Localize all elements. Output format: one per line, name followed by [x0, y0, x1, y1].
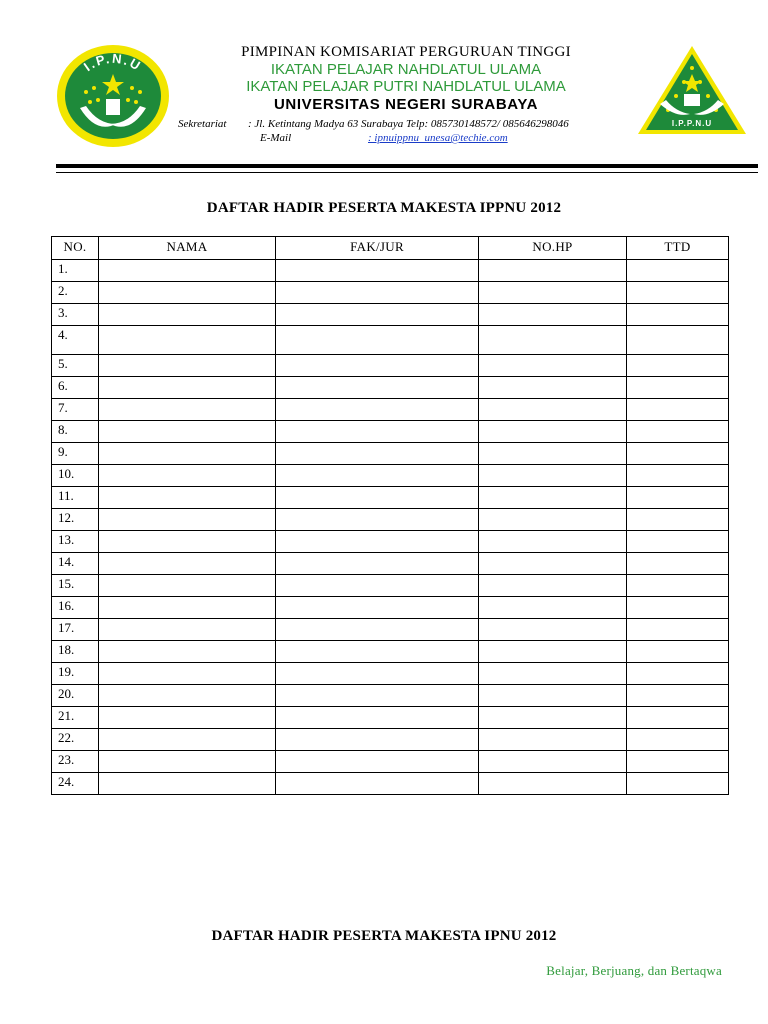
- ttd-cell[interactable]: [627, 663, 729, 685]
- fak-jur-cell[interactable]: [276, 326, 479, 355]
- table-row: [52, 553, 729, 575]
- row-number: 23.: [52, 751, 99, 773]
- row-number: 15.: [52, 575, 99, 597]
- nama-cell[interactable]: [99, 663, 276, 685]
- table-row: [52, 399, 729, 421]
- table-row: [52, 575, 729, 597]
- table-row: [52, 509, 729, 531]
- row-number: 3.: [52, 304, 99, 326]
- ttd-cell[interactable]: [627, 773, 729, 795]
- nama-cell[interactable]: [99, 399, 276, 421]
- table-row: [52, 304, 729, 326]
- ttd-cell[interactable]: [627, 465, 729, 487]
- no-hp-cell[interactable]: [479, 553, 627, 575]
- document-title-ipnu: DAFTAR HADIR PESERTA MAKESTA IPNU 2012: [211, 928, 557, 944]
- table-row: [52, 663, 729, 685]
- ttd-cell[interactable]: [627, 707, 729, 729]
- ttd-cell[interactable]: [627, 751, 729, 773]
- nama-cell[interactable]: [99, 685, 276, 707]
- nama-cell[interactable]: [99, 443, 276, 465]
- letterhead-contact: [178, 117, 569, 145]
- row-number: 5.: [52, 355, 99, 377]
- ttd-cell[interactable]: [627, 553, 729, 575]
- ttd-cell[interactable]: [627, 443, 729, 465]
- table-row: [52, 619, 729, 641]
- fak-jur-cell[interactable]: [276, 282, 479, 304]
- no-hp-cell[interactable]: [479, 685, 627, 707]
- row-number: 7.: [52, 399, 99, 421]
- table-row: [52, 707, 729, 729]
- no-hp-cell[interactable]: [479, 729, 627, 751]
- email-label: E-Mail: [260, 132, 292, 144]
- secretariat-address: : Jl. Ketintang Madya 63 Surabaya Telp: 085730148572/ 085646298046: [248, 118, 569, 130]
- ttd-cell[interactable]: [627, 377, 729, 399]
- table-row: [52, 773, 729, 795]
- table-row: [52, 641, 729, 663]
- fak-jur-cell[interactable]: [276, 260, 479, 282]
- no-hp-cell[interactable]: [479, 509, 627, 531]
- nama-cell[interactable]: [99, 260, 276, 282]
- no-hp-cell[interactable]: [479, 260, 627, 282]
- no-hp-cell[interactable]: [479, 575, 627, 597]
- table-row: [52, 487, 729, 509]
- no-hp-cell[interactable]: [479, 707, 627, 729]
- fak-jur-cell[interactable]: [276, 619, 479, 641]
- nama-cell[interactable]: [99, 421, 276, 443]
- table-row: [52, 421, 729, 443]
- no-hp-cell[interactable]: [479, 282, 627, 304]
- row-number: 20.: [52, 685, 99, 707]
- table-row: [52, 531, 729, 553]
- ttd-cell[interactable]: [627, 421, 729, 443]
- fak-jur-cell[interactable]: [276, 575, 479, 597]
- nama-cell[interactable]: [99, 773, 276, 795]
- ttd-cell[interactable]: [627, 304, 729, 326]
- email-link[interactable]: : ipnuippnu_unesa@techie.com: [368, 132, 508, 144]
- no-hp-cell[interactable]: [479, 773, 627, 795]
- ttd-cell[interactable]: [627, 531, 729, 553]
- nama-cell[interactable]: [99, 707, 276, 729]
- table-row: [52, 465, 729, 487]
- no-hp-cell[interactable]: [479, 597, 627, 619]
- fak-jur-cell[interactable]: [276, 553, 479, 575]
- ttd-cell[interactable]: [627, 509, 729, 531]
- nama-cell[interactable]: [99, 304, 276, 326]
- no-hp-cell[interactable]: [479, 487, 627, 509]
- row-number: 19.: [52, 663, 99, 685]
- fak-jur-cell[interactable]: [276, 487, 479, 509]
- row-number: 18.: [52, 641, 99, 663]
- nama-cell[interactable]: [99, 487, 276, 509]
- no-hp-cell[interactable]: [479, 326, 627, 355]
- attendance-table: [51, 236, 729, 795]
- nama-cell[interactable]: [99, 282, 276, 304]
- letterhead: [176, 44, 636, 114]
- ttd-cell[interactable]: [627, 282, 729, 304]
- no-hp-cell[interactable]: [479, 619, 627, 641]
- row-number: 21.: [52, 707, 99, 729]
- row-number: 8.: [52, 421, 99, 443]
- no-hp-cell[interactable]: [479, 421, 627, 443]
- fak-jur-cell[interactable]: [276, 729, 479, 751]
- nama-cell[interactable]: [99, 355, 276, 377]
- table-row: [52, 751, 729, 773]
- nama-cell[interactable]: [99, 597, 276, 619]
- col-header-no-hp: NO.HP: [479, 237, 627, 260]
- ttd-cell[interactable]: [627, 326, 729, 355]
- table-row: [52, 597, 729, 619]
- no-hp-cell[interactable]: [479, 304, 627, 326]
- table-row: [52, 355, 729, 377]
- nama-cell[interactable]: [99, 465, 276, 487]
- ttd-cell[interactable]: [627, 399, 729, 421]
- fak-jur-cell[interactable]: [276, 465, 479, 487]
- nama-cell[interactable]: [99, 641, 276, 663]
- fak-jur-cell[interactable]: [276, 773, 479, 795]
- no-hp-cell[interactable]: [479, 751, 627, 773]
- fak-jur-cell[interactable]: [276, 685, 479, 707]
- ttd-cell[interactable]: [627, 597, 729, 619]
- fak-jur-cell[interactable]: [276, 663, 479, 685]
- col-header-no: NO.: [52, 237, 99, 260]
- fak-jur-cell[interactable]: [276, 304, 479, 326]
- nama-cell[interactable]: [99, 553, 276, 575]
- letterhead-org-level: PIMPINAN KOMISARIAT PERGURUAN TINGGI: [241, 44, 571, 60]
- row-number: 6.: [52, 377, 99, 399]
- table-row: [52, 260, 729, 282]
- table-row: [52, 443, 729, 465]
- fak-jur-cell[interactable]: [276, 399, 479, 421]
- no-hp-cell[interactable]: [479, 663, 627, 685]
- row-number: 22.: [52, 729, 99, 751]
- letterhead-university: UNIVERSITAS NEGERI SURABAYA: [273, 96, 539, 113]
- ttd-cell[interactable]: [627, 575, 729, 597]
- fak-jur-cell[interactable]: [276, 707, 479, 729]
- nama-cell[interactable]: [99, 509, 276, 531]
- table-row: [52, 685, 729, 707]
- row-number: 24.: [52, 773, 99, 795]
- table-header-row: [52, 237, 729, 260]
- fak-jur-cell[interactable]: [276, 641, 479, 663]
- ipnu-logo: [56, 44, 170, 148]
- secretariat-label: Sekretariat: [178, 118, 227, 130]
- table-row: [52, 729, 729, 751]
- ttd-cell[interactable]: [627, 641, 729, 663]
- footer-motto: Belajar, Berjuang, dan Bertaqwa: [546, 963, 722, 978]
- nama-cell[interactable]: [99, 326, 276, 355]
- ttd-cell[interactable]: [627, 685, 729, 707]
- nama-cell[interactable]: [99, 377, 276, 399]
- ttd-cell[interactable]: [627, 729, 729, 751]
- fak-jur-cell[interactable]: [276, 355, 479, 377]
- col-header-fak-jur: FAK/JUR: [276, 237, 479, 260]
- no-hp-cell[interactable]: [479, 377, 627, 399]
- table-row: [52, 282, 729, 304]
- ttd-cell[interactable]: [627, 355, 729, 377]
- row-number: 13.: [52, 531, 99, 553]
- header-rule-thick: [56, 164, 758, 168]
- table-row: [52, 377, 729, 399]
- no-hp-cell[interactable]: [479, 399, 627, 421]
- fak-jur-cell[interactable]: [276, 443, 479, 465]
- nama-cell[interactable]: [99, 575, 276, 597]
- col-header-ttd: TTD: [627, 237, 729, 260]
- row-number: 2.: [52, 282, 99, 304]
- ippnu-logo-text: I.P.P.N.U: [671, 119, 713, 128]
- letterhead-ippnu: IKATAN PELAJAR PUTRI NAHDLATUL ULAMA: [246, 78, 566, 95]
- row-number: 17.: [52, 619, 99, 641]
- row-number: 11.: [52, 487, 99, 509]
- no-hp-cell[interactable]: [479, 531, 627, 553]
- fak-jur-cell[interactable]: [276, 751, 479, 773]
- row-number: 16.: [52, 597, 99, 619]
- row-number: 14.: [52, 553, 99, 575]
- no-hp-cell[interactable]: [479, 443, 627, 465]
- no-hp-cell[interactable]: [479, 355, 627, 377]
- nama-cell[interactable]: [99, 729, 276, 751]
- ttd-cell[interactable]: [627, 260, 729, 282]
- ippnu-logo: [636, 44, 748, 136]
- fak-jur-cell[interactable]: [276, 377, 479, 399]
- no-hp-cell[interactable]: [479, 641, 627, 663]
- row-number: 10.: [52, 465, 99, 487]
- no-hp-cell[interactable]: [479, 465, 627, 487]
- fak-jur-cell[interactable]: [276, 421, 479, 443]
- row-number: 12.: [52, 509, 99, 531]
- table-row: [52, 326, 729, 355]
- ttd-cell[interactable]: [627, 619, 729, 641]
- document-title-ippnu: DAFTAR HADIR PESERTA MAKESTA IPPNU 2012: [206, 200, 562, 216]
- fak-jur-cell[interactable]: [276, 531, 479, 553]
- ttd-cell[interactable]: [627, 487, 729, 509]
- fak-jur-cell[interactable]: [276, 597, 479, 619]
- fak-jur-cell[interactable]: [276, 509, 479, 531]
- nama-cell[interactable]: [99, 531, 276, 553]
- ipnu-logo-text: I.P.N.U: [80, 50, 145, 75]
- letterhead-ipnu: IKATAN PELAJAR NAHDLATUL ULAMA: [270, 61, 542, 78]
- nama-cell[interactable]: [99, 751, 276, 773]
- row-number: 4.: [52, 326, 99, 355]
- col-header-nama: NAMA: [99, 237, 276, 260]
- row-number: 9.: [52, 443, 99, 465]
- row-number: 1.: [52, 260, 99, 282]
- nama-cell[interactable]: [99, 619, 276, 641]
- header-rule-thin: [56, 172, 758, 173]
